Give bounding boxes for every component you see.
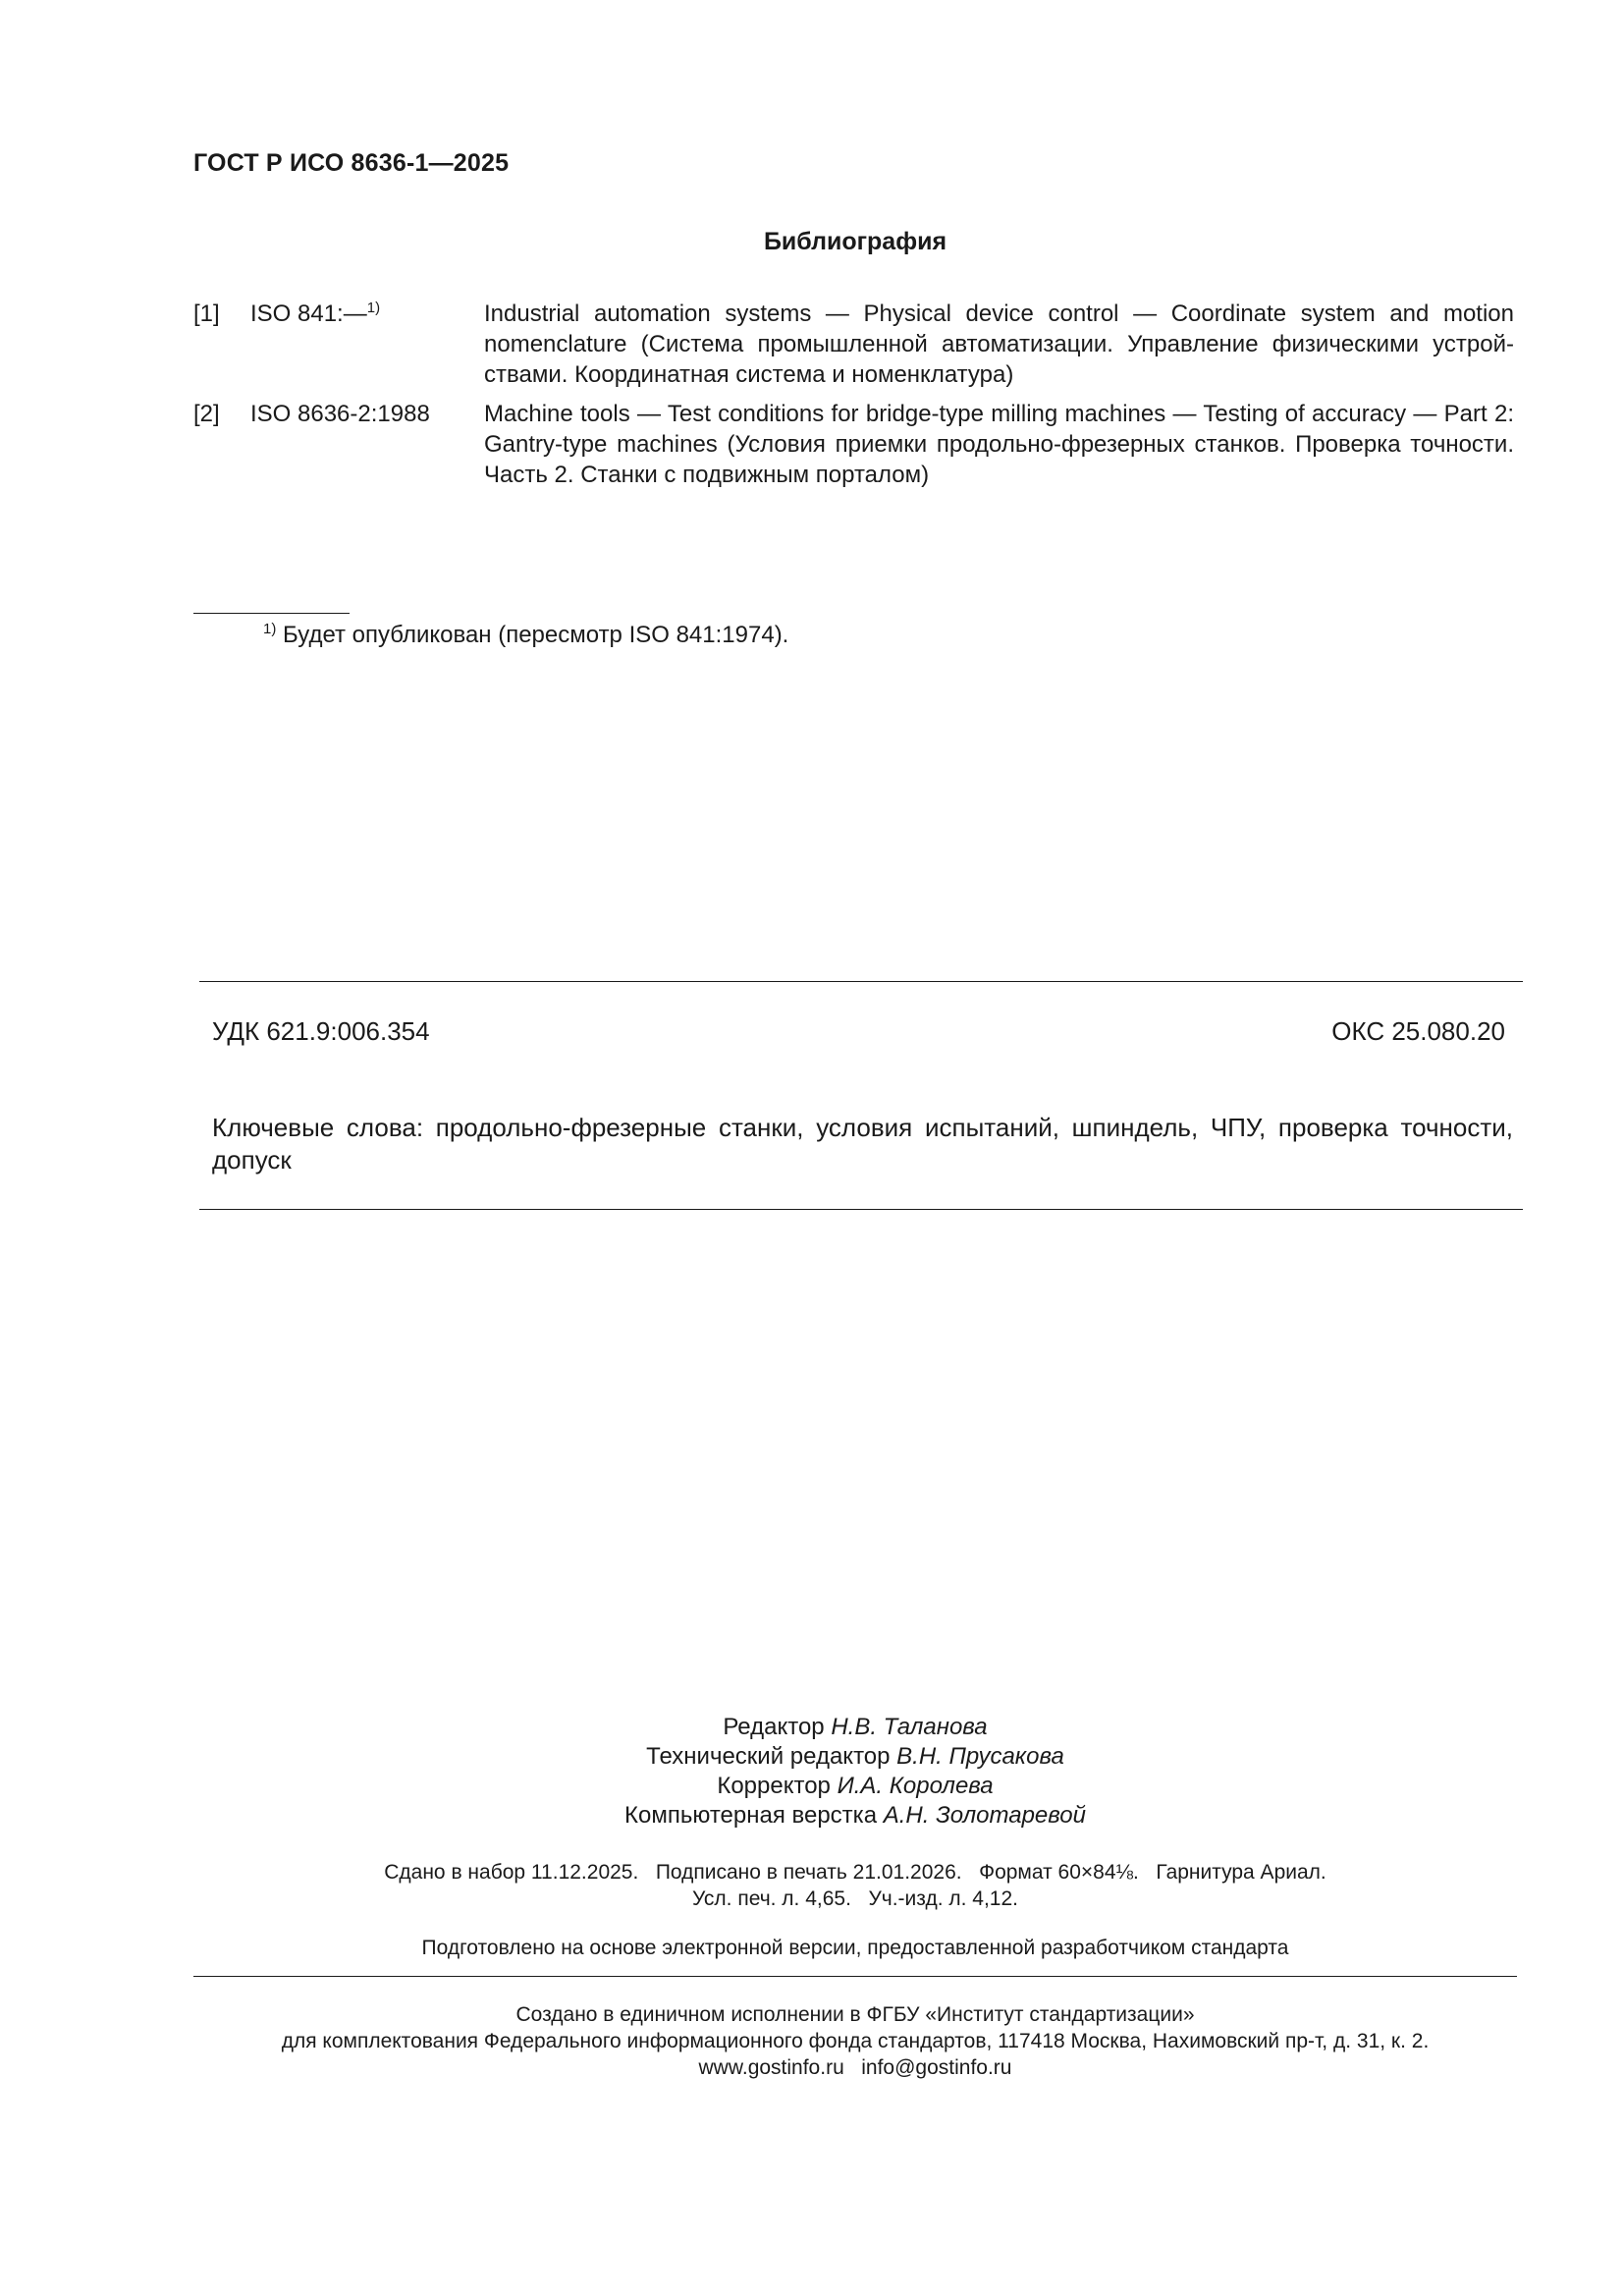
tech-editor-line <box>0 1742 1623 1772</box>
created-line-1: Создано в единичном исполнении в ФГБУ «Институт стандартизации» <box>515 2003 1195 2026</box>
entry-number: [2] <box>193 401 220 427</box>
publisher-block <box>0 2001 1623 2081</box>
bibliography-entry <box>193 399 1514 493</box>
entry-code-text: ISO 841:— <box>250 301 367 327</box>
entry-code <box>250 399 430 429</box>
imprint-block <box>0 1859 1623 1912</box>
created-line-2: для комплектования Федерального информационного фонда стандартов, 117418 Москва, Нахимовский пр-т, д. 31, к. 2. <box>281 2030 1430 2052</box>
editor-name: Н.В. Таланова <box>831 1714 988 1740</box>
divider-publisher <box>193 1976 1517 1977</box>
imprint-line-2: Усл. печ. л. 4,65. Уч.-изд. л. 4,12. <box>691 1887 1018 1910</box>
divider-top <box>199 981 1523 982</box>
oks-code: ОКС 25.080.20 <box>1331 1016 1505 1046</box>
layout-line <box>0 1801 1623 1831</box>
prepared-note: Подготовлено на основе электронной версии, предоставленной разработчиком стандарта <box>421 1937 1289 1959</box>
editor-line <box>0 1713 1623 1742</box>
footnote <box>263 622 788 649</box>
entry-number: [1] <box>193 301 220 327</box>
corrector-line <box>0 1772 1623 1801</box>
footnote-reference: 1) <box>366 300 381 316</box>
bibliography-title: Библиография <box>763 228 947 255</box>
corrector-label: Корректор <box>717 1773 831 1799</box>
footnote-text: Будет опубликован (пересмотр ISO 841:1974). <box>283 622 789 648</box>
editor-label: Редактор <box>723 1714 825 1740</box>
tech-editor-name: В.Н. Прусакова <box>896 1743 1064 1770</box>
udk-code: УДК 621.9:006.354 <box>212 1016 430 1046</box>
credits-block <box>0 1713 1623 1831</box>
entry-title: Machine tools — Test conditions for bridge-type milling machines — Testing of accuracy — Part 2: Gantry-type machines (Условия приемки продольно-фрезерных станков. Проверка точности. Часть 2. Станки с подвижным порталом) <box>484 401 1514 488</box>
document-code: ГОСТ Р ИСО 8636-1—2025 <box>193 149 510 177</box>
entry-code-text: ISO 8636-2:1988 <box>250 401 430 427</box>
divider-bottom <box>199 1209 1523 1210</box>
layout-name: А.Н. Золотаревой <box>883 1802 1086 1829</box>
contact-line: www.gostinfo.ru info@gostinfo.ru <box>698 2056 1012 2079</box>
imprint-line-1: Сдано в набор 11.12.2025. Подписано в печать 21.01.2026. Формат 60×84⅛. Гарнитура Ариал. <box>384 1861 1326 1884</box>
entry-title: Industrial automation systems — Physical device control — Coordinate system and motion nomenclature (Система промышленной автоматизации. Управление физическими устрой-ствами. Координатная система и номенклатура) <box>484 301 1514 388</box>
keywords: Ключевые слова: продольно-фрезерные станки, условия испытаний, шпиндель, ЧПУ, проверка точности, допуск <box>212 1113 1513 1175</box>
entry-code <box>250 299 380 329</box>
layout-label: Компьютерная верстка <box>624 1802 878 1829</box>
corrector-name: И.А. Королева <box>837 1773 994 1799</box>
tech-editor-label: Технический редактор <box>646 1743 891 1770</box>
footnote-mark: 1) <box>263 621 277 637</box>
footnote-separator <box>193 613 350 614</box>
bibliography-entry <box>193 299 1514 393</box>
